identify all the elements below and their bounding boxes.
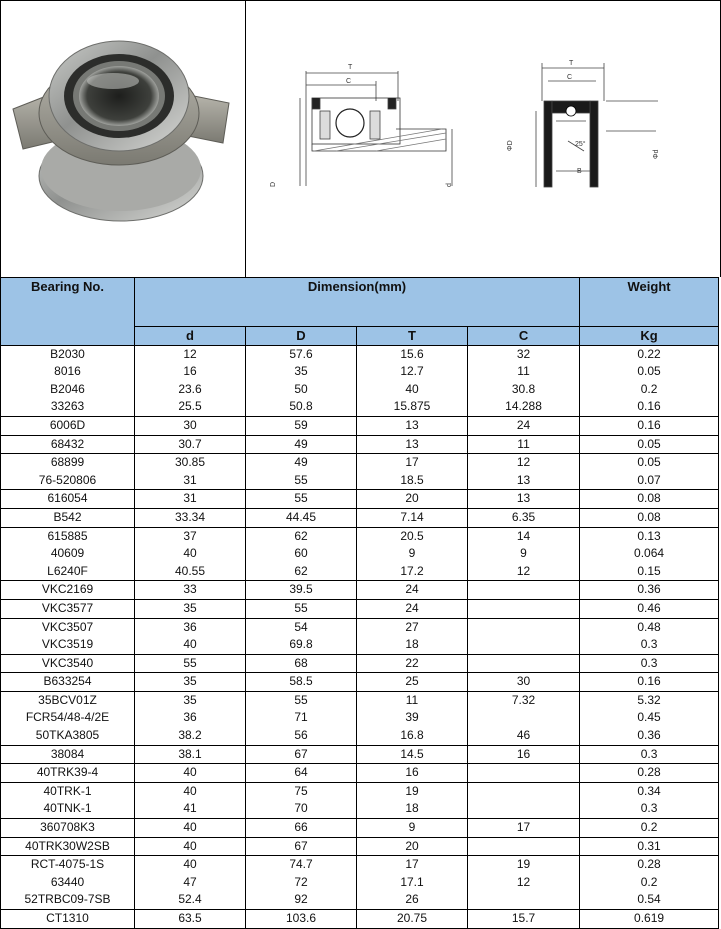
c-cell: 30 — [468, 673, 580, 692]
t-cell: 16 — [357, 764, 468, 783]
dimension-diagrams-cell — [246, 1, 721, 277]
c-cell: 15.7 — [468, 910, 580, 929]
t-cell: 15.6 12.7 40 15.875 — [357, 345, 468, 416]
d-inner-cell: 30.7 — [135, 435, 246, 454]
d-outer-cell: 44.45 — [246, 508, 357, 527]
d-outer-cell: 58.5 — [246, 673, 357, 692]
bearing-no-cell: 40TRK30W2SB — [1, 837, 135, 856]
d-outer-cell: 74.7 72 92 — [246, 856, 357, 910]
t-cell: 14.5 — [357, 745, 468, 764]
t-cell: 13 — [357, 435, 468, 454]
d-outer-cell: 68 — [246, 654, 357, 673]
c-cell: 32 11 30.8 14.288 — [468, 345, 580, 416]
diagram-label-d-lower: d — [446, 183, 453, 187]
bearing-no-cell: RCT-4075-1S 63440 52TRBC09-7SB — [1, 856, 135, 910]
t-cell: 13 — [357, 416, 468, 435]
table-row — [1, 581, 719, 600]
subheader-c: C — [468, 327, 580, 346]
kg-cell: 0.3 — [580, 745, 719, 764]
c-cell: 24 — [468, 416, 580, 435]
diagram-label-t-left: T — [348, 64, 353, 71]
diagram-label-c-right: C — [567, 74, 573, 81]
bearing-no-cell: VKC3507 VKC3519 — [1, 618, 135, 654]
t-cell: 17 17.1 26 — [357, 856, 468, 910]
c-cell: 17 — [468, 819, 580, 838]
t-cell: 7.14 — [357, 508, 468, 527]
t-cell: 20.75 — [357, 910, 468, 929]
c-cell: 19 12 — [468, 856, 580, 910]
c-cell — [468, 581, 580, 600]
d-inner-cell: 35 — [135, 673, 246, 692]
kg-cell: 0.2 — [580, 819, 719, 838]
table-row — [1, 490, 719, 509]
table-row — [1, 454, 719, 490]
kg-cell: 0.16 — [580, 673, 719, 692]
d-outer-cell: 59 — [246, 416, 357, 435]
subheader-d-inner: d — [135, 327, 246, 346]
d-inner-cell: 33 — [135, 581, 246, 600]
kg-cell: 0.34 0.3 — [580, 782, 719, 818]
diagram-label-phi-d-inner: Φd — [653, 149, 660, 159]
d-inner-cell: 40 — [135, 764, 246, 783]
table-row — [1, 691, 719, 745]
diagram-label-t-right: T — [569, 60, 574, 67]
product-header — [0, 0, 721, 277]
table-row — [1, 508, 719, 527]
kg-cell: 0.08 — [580, 508, 719, 527]
d-inner-cell: 40 — [135, 837, 246, 856]
table-row — [1, 837, 719, 856]
t-cell: 24 — [357, 599, 468, 618]
d-inner-cell: 37 40 40.55 — [135, 527, 246, 581]
t-cell: 20.5 9 17.2 — [357, 527, 468, 581]
kg-cell: 0.28 0.2 0.54 — [580, 856, 719, 910]
kg-cell: 0.36 — [580, 581, 719, 600]
subheader-t: T — [357, 327, 468, 346]
product-photo-cell — [0, 1, 246, 277]
d-inner-cell: 33.34 — [135, 508, 246, 527]
c-cell — [468, 654, 580, 673]
c-cell: 12 13 — [468, 454, 580, 490]
kg-cell: 0.16 — [580, 416, 719, 435]
d-inner-cell: 63.5 — [135, 910, 246, 929]
table-row — [1, 745, 719, 764]
d-outer-cell: 55 71 56 — [246, 691, 357, 745]
table-row — [1, 345, 719, 416]
d-outer-cell: 57.6 35 50 50.8 — [246, 345, 357, 416]
d-outer-cell: 75 70 — [246, 782, 357, 818]
bearing-no-cell: CT1310 — [1, 910, 135, 929]
c-cell — [468, 837, 580, 856]
c-cell — [468, 764, 580, 783]
table-row — [1, 416, 719, 435]
d-outer-cell: 54 69.8 — [246, 618, 357, 654]
d-inner-cell: 38.1 — [135, 745, 246, 764]
c-cell — [468, 599, 580, 618]
t-cell: 22 — [357, 654, 468, 673]
table-row — [1, 910, 719, 929]
t-cell: 24 — [357, 581, 468, 600]
d-inner-cell: 36 40 — [135, 618, 246, 654]
table-row — [1, 856, 719, 910]
t-cell: 20 — [357, 490, 468, 509]
d-inner-cell: 40 — [135, 819, 246, 838]
diagram-label-phi-d-outer: ΦD — [507, 140, 514, 151]
kg-cell: 0.05 — [580, 435, 719, 454]
bearing-no-cell: 6006D — [1, 416, 135, 435]
bearing-no-cell: 615885 40609 L6240F — [1, 527, 135, 581]
kg-cell: 0.31 — [580, 837, 719, 856]
bearing-spec-table — [0, 277, 719, 929]
kg-cell: 0.08 — [580, 490, 719, 509]
bearing-no-cell: VKC3540 — [1, 654, 135, 673]
diagram-label-b: B — [577, 168, 582, 175]
dimension-diagrams — [246, 1, 719, 277]
d-outer-cell: 49 — [246, 435, 357, 454]
header-weight: Weight — [580, 278, 719, 327]
d-outer-cell: 103.6 — [246, 910, 357, 929]
bearing-no-cell: 35BCV01Z FCR54/48-4/2E 50TKA3805 — [1, 691, 135, 745]
kg-cell: 0.22 0.05 0.2 0.16 — [580, 345, 719, 416]
bearing-no-cell: B633254 — [1, 673, 135, 692]
kg-cell: 0.28 — [580, 764, 719, 783]
d-outer-cell: 64 — [246, 764, 357, 783]
bearing-no-cell: VKC2169 — [1, 581, 135, 600]
t-cell: 25 — [357, 673, 468, 692]
t-cell: 20 — [357, 837, 468, 856]
header-bearing-no: Bearing No. — [1, 278, 135, 346]
t-cell: 27 18 — [357, 618, 468, 654]
table-row — [1, 782, 719, 818]
c-cell: 11 — [468, 435, 580, 454]
table-row — [1, 435, 719, 454]
table-row — [1, 527, 719, 581]
bearing-no-cell: B542 — [1, 508, 135, 527]
table-row — [1, 764, 719, 783]
c-cell: 13 — [468, 490, 580, 509]
kg-cell: 0.3 — [580, 654, 719, 673]
t-cell: 9 — [357, 819, 468, 838]
d-outer-cell: 62 60 62 — [246, 527, 357, 581]
d-inner-cell: 55 — [135, 654, 246, 673]
bearing-no-cell: VKC3577 — [1, 599, 135, 618]
d-outer-cell: 39.5 — [246, 581, 357, 600]
d-outer-cell: 49 55 — [246, 454, 357, 490]
table-body — [1, 345, 719, 928]
d-inner-cell: 40 41 — [135, 782, 246, 818]
kg-cell: 0.13 0.064 0.15 — [580, 527, 719, 581]
d-inner-cell: 31 — [135, 490, 246, 509]
d-inner-cell: 35 — [135, 599, 246, 618]
subheader-d-outer: D — [246, 327, 357, 346]
diagram-label-d-upper: D — [270, 181, 277, 187]
d-inner-cell: 30 — [135, 416, 246, 435]
cross-section-diagram-right — [536, 63, 658, 187]
d-outer-cell: 66 — [246, 819, 357, 838]
diagram-label-c-left: C — [346, 78, 352, 85]
table-row — [1, 654, 719, 673]
diagram-label-angle: 25° — [575, 141, 586, 148]
header-dimension: Dimension(mm) — [135, 278, 580, 327]
kg-cell: 0.05 0.07 — [580, 454, 719, 490]
bearing-no-cell: 40TRK-1 40TNK-1 — [1, 782, 135, 818]
c-cell — [468, 782, 580, 818]
c-cell — [468, 618, 580, 654]
c-cell: 7.32 46 — [468, 691, 580, 745]
table-row — [1, 599, 719, 618]
bearing-no-cell: 40TRK39-4 — [1, 764, 135, 783]
kg-cell: 0.46 — [580, 599, 719, 618]
t-cell: 11 39 16.8 — [357, 691, 468, 745]
table-row — [1, 618, 719, 654]
d-outer-cell: 55 — [246, 490, 357, 509]
d-inner-cell: 30.85 31 — [135, 454, 246, 490]
d-inner-cell: 40 47 52.4 — [135, 856, 246, 910]
bearing-no-cell: 68432 — [1, 435, 135, 454]
bearing-no-cell: B2030 8016 B2046 33263 — [1, 345, 135, 416]
bearing-no-cell: 38084 — [1, 745, 135, 764]
cross-section-diagram-left — [300, 71, 452, 186]
table-row — [1, 819, 719, 838]
bearing-no-cell: 360708K3 — [1, 819, 135, 838]
d-inner-cell: 12 16 23.6 25.5 — [135, 345, 246, 416]
table-row — [1, 673, 719, 692]
bearing-photo — [1, 1, 245, 277]
t-cell: 17 18.5 — [357, 454, 468, 490]
kg-cell: 5.32 0.45 0.36 — [580, 691, 719, 745]
kg-cell: 0.619 — [580, 910, 719, 929]
d-outer-cell: 67 — [246, 837, 357, 856]
c-cell: 6.35 — [468, 508, 580, 527]
subheader-kg: Kg — [580, 327, 719, 346]
c-cell: 16 — [468, 745, 580, 764]
bearing-no-cell: 68899 76-520806 — [1, 454, 135, 490]
d-outer-cell: 55 — [246, 599, 357, 618]
d-inner-cell: 35 36 38.2 — [135, 691, 246, 745]
d-outer-cell: 67 — [246, 745, 357, 764]
c-cell: 14 9 12 — [468, 527, 580, 581]
bearing-no-cell: 616054 — [1, 490, 135, 509]
t-cell: 19 18 — [357, 782, 468, 818]
kg-cell: 0.48 0.3 — [580, 618, 719, 654]
